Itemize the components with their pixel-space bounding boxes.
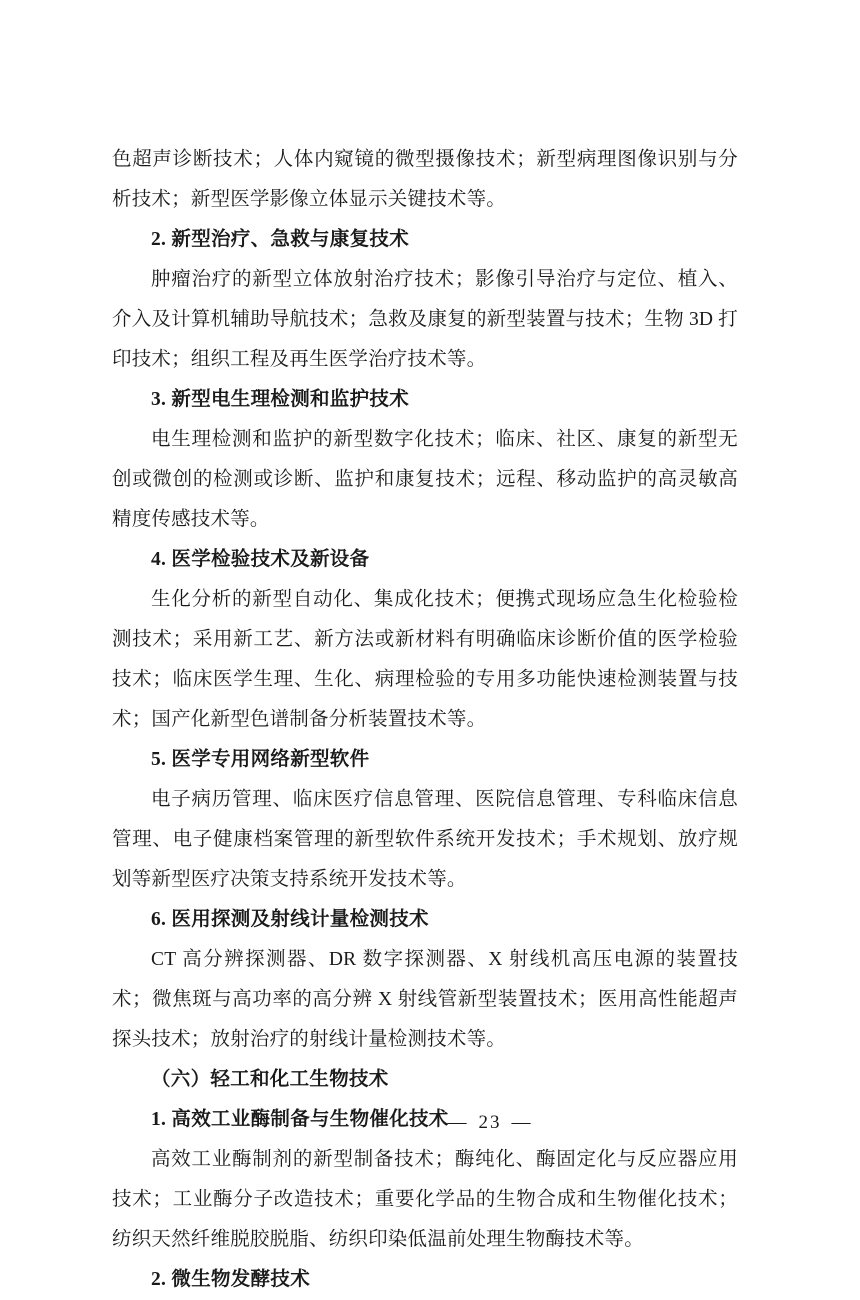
paragraph-6: CT 高分辨探测器、DR 数字探测器、X 射线机高压电源的装置技术；微焦斑与高功率的高分辨 X 射线管新型装置技术；医用高性能超声探头技术；放射治疗的射线计量检测技术等。 bbox=[112, 949, 738, 1050]
paragraph-5: 电子病历管理、临床医疗信息管理、医院信息管理、专科临床信息管理、电子健康档案管理的新型软件系统开发技术；手术规划、放疗规划等新型医疗决策支持系统开发技术等。 bbox=[112, 789, 738, 890]
paragraph-enzyme: 高效工业酶制剂的新型制备技术；酶纯化、酶固定化与反应器应用技术；工业酶分子改造技术；重要化学品的生物合成和生物催化技术；纺织天然纤维脱胶脱脂、纺织印染低温前处理生物酶技术等。 bbox=[112, 1149, 738, 1250]
section-heading-4: 4. 医学检验技术及新设备 bbox=[151, 549, 370, 570]
section-heading-5: 5. 医学专用网络新型软件 bbox=[151, 749, 370, 770]
section-heading-6: 6. 医用探测及射线计量检测技术 bbox=[151, 909, 429, 930]
section-heading-1-enzyme: 1. 高效工业酶制备与生物催化技术 bbox=[151, 1109, 449, 1130]
page-footer-number bbox=[0, 1112, 860, 1134]
paragraph-2: 肿瘤治疗的新型立体放射治疗技术；影像引导治疗与定位、植入、介入及计算机辅助导航技术；急救及康复的新型装置与技术；生物 3D 打印技术；组织工程及再生医学治疗技术等。 bbox=[112, 269, 738, 370]
dash-left: — bbox=[447, 1112, 469, 1133]
section-heading-2: 2. 新型治疗、急救与康复技术 bbox=[151, 229, 409, 250]
paragraph-3: 电生理检测和监护的新型数字化技术；临床、社区、康复的新型无创或微创的检测或诊断、监护和康复技术；远程、移动监护的高灵敏高精度传感技术等。 bbox=[112, 429, 738, 530]
page-number-value: 23 bbox=[478, 1112, 502, 1133]
paragraph-continued: 色超声诊断技术；人体内窥镜的微型摄像技术；新型病理图像识别与分析技术；新型医学影像立体显示关键技术等。 bbox=[112, 149, 738, 210]
section-heading-3: 3. 新型电生理检测和监护技术 bbox=[151, 389, 409, 410]
dash-right: — bbox=[511, 1112, 533, 1133]
section-heading-2-fermentation: 2. 微生物发酵技术 bbox=[151, 1269, 310, 1290]
section-heading-six-group: （六）轻工和化工生物技术 bbox=[151, 1069, 389, 1090]
paragraph-4: 生化分析的新型自动化、集成化技术；便携式现场应急生化检验检测技术；采用新工艺、新方法或新材料有明确临床诊断价值的医学检验技术；临床医学生理、生化、病理检验的专用多功能快速检测装置与技术；国产化新型色谱制备分析装置技术等。 bbox=[112, 589, 738, 730]
